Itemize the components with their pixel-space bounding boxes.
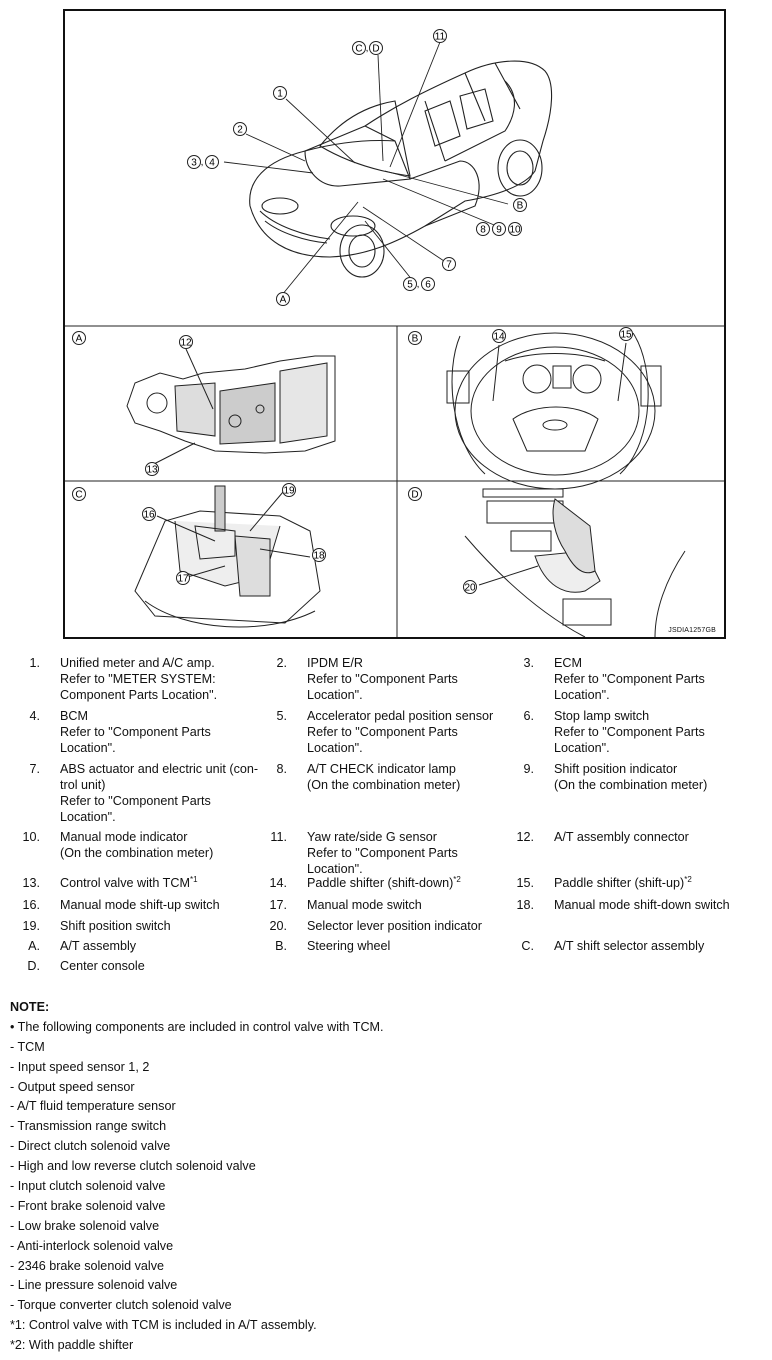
svg-text:11: 11	[434, 31, 446, 43]
legend-label: Unified meter and A/C amp. Refer to "METER SYSTEM: Component Parts Location".	[60, 656, 218, 702]
svg-text:10: 10	[509, 224, 521, 236]
callout-19	[283, 484, 296, 497]
legend-label: Stop lamp switch Refer to "Component Parts Location".	[554, 709, 705, 755]
svg-text:3: 3	[191, 157, 197, 169]
svg-text:C: C	[75, 489, 83, 501]
svg-text:A: A	[75, 333, 83, 345]
legend-number: 16.	[22, 898, 40, 912]
callout-4	[206, 156, 219, 169]
svg-text:13: 13	[146, 464, 158, 476]
callout-b	[514, 199, 527, 212]
legend-label: Steering wheel	[307, 939, 391, 953]
callout-17	[177, 572, 190, 585]
legend-number: 3.	[523, 656, 534, 670]
note-item: - Anti-interlock solenoid valve	[10, 1238, 174, 1253]
svg-text:9: 9	[496, 224, 502, 236]
legend-label: Manual mode shift-up switch	[60, 898, 220, 912]
legend-text	[554, 655, 769, 703]
legend-text	[307, 897, 522, 913]
callout-9	[493, 223, 506, 236]
note-item: - High and low reverse clutch solenoid valve	[10, 1159, 256, 1174]
legend-number: C.	[521, 939, 534, 953]
legend-text	[60, 829, 275, 861]
legend-number: A.	[28, 939, 40, 953]
legend-label: A/T CHECK indicator lamp (On the combination meter)	[307, 762, 461, 792]
svg-text:17: 17	[177, 573, 189, 585]
panel-a-transmission	[127, 349, 335, 466]
legend-label: Accelerator pedal position sensor Refer to "Component Parts Location".	[307, 709, 494, 755]
legend-number: 7.	[29, 762, 40, 776]
callout-16	[143, 508, 156, 521]
callout-7	[443, 258, 456, 271]
panel-label-a	[73, 332, 86, 345]
callout-15	[620, 328, 633, 341]
legend-label: A/T shift selector assembly	[554, 939, 705, 953]
note-item: - Input speed sensor 1, 2	[10, 1059, 150, 1074]
note-item: - 2346 brake solenoid valve	[10, 1258, 165, 1273]
panel-label-b	[409, 332, 422, 345]
notes-section	[10, 998, 760, 1356]
svg-text:15: 15	[620, 329, 632, 341]
svg-text:2: 2	[237, 124, 243, 136]
legend-number: 15.	[516, 876, 534, 890]
note-item: - A/T fluid temperature sensor	[10, 1099, 176, 1114]
legend-label: BCM Refer to "Component Parts Location".	[60, 709, 211, 755]
svg-text:7: 7	[446, 259, 452, 271]
callout-c	[353, 42, 366, 55]
svg-text:4: 4	[209, 157, 215, 169]
legend-number: 17.	[269, 898, 287, 912]
callout-13	[146, 463, 159, 476]
callout-12	[180, 336, 193, 349]
legend-number: 18.	[516, 898, 534, 912]
svg-text:14: 14	[493, 331, 505, 343]
svg-text:D: D	[411, 489, 419, 501]
svg-text:A: A	[279, 294, 287, 306]
legend-number: 10.	[22, 830, 40, 844]
svg-text:6: 6	[425, 279, 431, 291]
legend-number: 2.	[276, 656, 287, 670]
callout-11	[434, 30, 447, 43]
legend-text	[307, 875, 522, 891]
legend-text	[307, 708, 522, 756]
legend-label: ABS actuator and electric unit (con- trol unit) Refer to "Component Parts Location".	[60, 762, 259, 824]
legend-text	[554, 708, 769, 756]
callout-a	[277, 293, 290, 306]
svg-text:B: B	[411, 333, 419, 345]
footnote-2: *2: With paddle shifter	[10, 1338, 134, 1353]
legend-text	[307, 938, 522, 954]
component-location-figure	[63, 9, 726, 639]
legend-label: A/T assembly connector	[554, 830, 689, 844]
note-item: - Output speed sensor	[10, 1079, 135, 1094]
legend-number: 14.	[269, 876, 287, 890]
note-item: - Torque converter clutch solenoid valve	[10, 1298, 232, 1313]
svg-text:,: ,	[416, 279, 420, 290]
legend-text	[60, 958, 275, 974]
legend-text	[60, 761, 275, 825]
legend-text	[307, 655, 522, 703]
svg-text:8: 8	[480, 224, 486, 236]
panel-d-center-console	[465, 489, 685, 637]
legend-footnote-ref: *2	[684, 875, 692, 884]
legend-text	[554, 761, 769, 793]
legend-text	[554, 897, 769, 913]
note-intro: • The following components are included in control valve with TCM.	[10, 1019, 384, 1034]
legend-number: 9.	[523, 762, 534, 776]
legend-text	[307, 761, 522, 793]
legend-label: Shift position indicator (On the combination meter)	[554, 762, 708, 792]
callout-1	[274, 87, 287, 100]
legend-label: Manual mode switch	[307, 898, 422, 912]
legend-footnote-ref: *2	[453, 875, 461, 884]
callout-14	[493, 330, 506, 343]
callout-20	[464, 581, 477, 594]
svg-text:1: 1	[277, 88, 283, 100]
callout-2	[234, 123, 247, 136]
svg-text:19: 19	[283, 485, 295, 497]
svg-text:16: 16	[143, 509, 155, 521]
legend-label: Manual mode indicator (On the combination meter)	[60, 830, 214, 860]
legend-number: D.	[27, 959, 40, 973]
figure-id: JSDIA1257GB	[668, 627, 716, 634]
legend-label: IPDM E/R Refer to "Component Parts Location".	[307, 656, 458, 702]
legend-text	[554, 875, 769, 891]
legend-label: Yaw rate/side G sensor Refer to "Component Parts Location".	[307, 830, 458, 876]
svg-text:12: 12	[180, 337, 192, 349]
legend-text	[307, 829, 522, 877]
callout-6	[422, 278, 435, 291]
note-item: - Direct clutch solenoid valve	[10, 1139, 171, 1154]
svg-text:B: B	[516, 200, 524, 212]
legend-text	[60, 918, 275, 934]
legend-number: 4.	[29, 709, 40, 723]
note-item: - Input clutch solenoid valve	[10, 1179, 166, 1194]
legend-number: 8.	[276, 762, 287, 776]
legend-text	[60, 875, 275, 891]
footnote-1: *1: Control valve with TCM is included in A/T assembly.	[10, 1318, 317, 1333]
callout-10	[509, 223, 522, 236]
svg-text:,: ,	[200, 157, 204, 168]
panel-grid	[65, 326, 724, 637]
legend-text	[554, 829, 769, 845]
svg-text:5: 5	[407, 279, 413, 291]
legend-text	[60, 655, 275, 703]
legend-label: Paddle shifter (shift-up)	[554, 876, 685, 890]
note-heading: NOTE:	[10, 1000, 50, 1014]
callout-d	[370, 42, 383, 55]
svg-text:C: C	[355, 43, 363, 55]
legend-number: 19.	[22, 919, 40, 933]
legend-text	[60, 897, 275, 913]
panel-label-c	[73, 488, 86, 501]
legend-label: Paddle shifter (shift-down)	[307, 876, 454, 890]
note-item: - Front brake solenoid valve	[10, 1198, 166, 1213]
legend-number: 6.	[523, 709, 534, 723]
legend-number: 1.	[29, 656, 40, 670]
legend-label: Shift position switch	[60, 919, 171, 933]
panel-label-d	[409, 488, 422, 501]
figure-drawing	[65, 11, 724, 637]
legend-number: 13.	[22, 876, 40, 890]
legend-label: A/T assembly	[60, 939, 137, 953]
legend-number: 12.	[516, 830, 534, 844]
callout-18	[313, 549, 326, 562]
callout-5	[404, 278, 417, 291]
note-item: - Transmission range switch	[10, 1119, 167, 1134]
svg-text:18: 18	[313, 550, 325, 562]
legend-number: 20.	[269, 919, 287, 933]
callout-3	[188, 156, 201, 169]
panel-c-shift-selector	[135, 486, 320, 627]
note-item: - Line pressure solenoid valve	[10, 1278, 178, 1293]
legend-number: 5.	[276, 709, 287, 723]
legend-label: Selector lever position indicator	[307, 919, 483, 933]
note-item: - Low brake solenoid valve	[10, 1218, 160, 1233]
legend-label: Manual mode shift-down switch	[554, 898, 730, 912]
legend-label: ECM Refer to "Component Parts Location".	[554, 656, 705, 702]
callout-8	[477, 223, 490, 236]
callout-markers	[73, 30, 633, 594]
svg-text:D: D	[372, 43, 380, 55]
legend-label: Center console	[60, 959, 145, 973]
legend-number: 11.	[270, 830, 287, 844]
note-item: - TCM	[10, 1039, 45, 1054]
legend-text	[554, 938, 769, 954]
legend-footnote-ref: *1	[189, 875, 198, 884]
legend-text	[307, 918, 522, 934]
car-illustration	[250, 61, 552, 277]
legend-label: Control valve with TCM	[60, 876, 190, 890]
legend-text	[60, 938, 275, 954]
legend-text	[60, 708, 275, 756]
svg-text:,: ,	[365, 43, 369, 54]
legend-number: B.	[275, 939, 287, 953]
panel-b-steering-wheel	[447, 333, 661, 489]
svg-text:20: 20	[464, 582, 476, 594]
